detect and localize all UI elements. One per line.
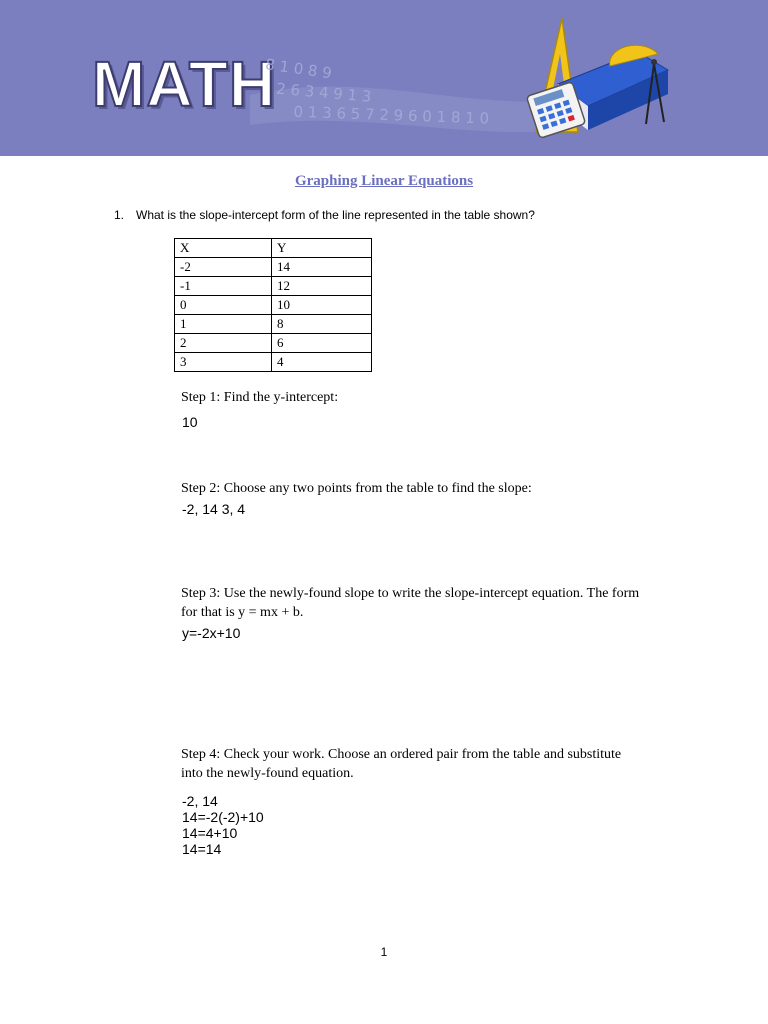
swirl-line: 2 6 3 4 9 1 3 bbox=[275, 79, 373, 106]
page-title: Graphing Linear Equations bbox=[294, 173, 474, 189]
step-4-line: Step 4: Check your work. Choose an ordered pair from the table and substitute bbox=[181, 747, 622, 762]
table-header-row bbox=[175, 239, 372, 258]
step-4-text bbox=[181, 745, 711, 783]
step-3-text bbox=[181, 584, 711, 622]
step-2-answer: -2, 14 3, 4 bbox=[182, 501, 246, 517]
table-cell: -2 bbox=[175, 258, 272, 277]
step-4-answer-line: -2, 14 bbox=[182, 793, 218, 809]
table-row bbox=[175, 334, 372, 353]
table-cell: 4 bbox=[272, 353, 372, 372]
math-logo: MATH bbox=[92, 48, 277, 120]
table-cell: 0 bbox=[175, 296, 272, 315]
table-row bbox=[175, 258, 372, 277]
table-cell: 14 bbox=[272, 258, 372, 277]
question-text: What is the slope-intercept form of the line represented in the table shown? bbox=[136, 208, 535, 222]
table-row bbox=[175, 353, 372, 372]
header-banner bbox=[0, 0, 768, 156]
step-4-answers bbox=[182, 793, 264, 857]
step-4-answer-line: 14=14 bbox=[182, 841, 222, 857]
table-cell: 8 bbox=[272, 315, 372, 334]
step-1-text: Step 1: Find the y-intercept: bbox=[181, 390, 339, 405]
table-cell: 10 bbox=[272, 296, 372, 315]
table-cell: 2 bbox=[175, 334, 272, 353]
table-cell: 3 bbox=[175, 353, 272, 372]
step-3-line: Step 3: Use the newly-found slope to write the slope-intercept equation. The form bbox=[181, 586, 640, 601]
swirl-line: 0 1 3 6 5 7 2 9 6 0 1 8 1 0 bbox=[293, 102, 490, 128]
step-3-line: for that is y = mx + b. bbox=[181, 605, 304, 620]
table-cell: 12 bbox=[272, 277, 372, 296]
xy-table bbox=[174, 238, 372, 372]
question-1 bbox=[114, 208, 535, 222]
table-row bbox=[175, 296, 372, 315]
table-row bbox=[175, 315, 372, 334]
step-4-line: into the newly-found equation. bbox=[181, 766, 354, 781]
table-header-x: X bbox=[175, 239, 272, 258]
step-4-answer-line: 14=-2(-2)+10 bbox=[182, 809, 264, 825]
step-2-text: Step 2: Choose any two points from the table to find the slope: bbox=[181, 481, 532, 496]
question-number: 1. bbox=[114, 208, 125, 222]
table-row bbox=[175, 277, 372, 296]
math-tools-illustration bbox=[518, 14, 678, 149]
table-cell: 6 bbox=[272, 334, 372, 353]
step-4-answer-line: 14=4+10 bbox=[182, 825, 238, 841]
step-3-answer: y=-2x+10 bbox=[182, 625, 241, 641]
table-header-y: Y bbox=[272, 239, 372, 258]
table-cell: 1 bbox=[175, 315, 272, 334]
page-number: 1 bbox=[380, 945, 388, 959]
swirl-line: 8 1 0 8 9 bbox=[264, 55, 333, 83]
step-1-answer: 10 bbox=[182, 414, 198, 430]
table-cell: -1 bbox=[175, 277, 272, 296]
